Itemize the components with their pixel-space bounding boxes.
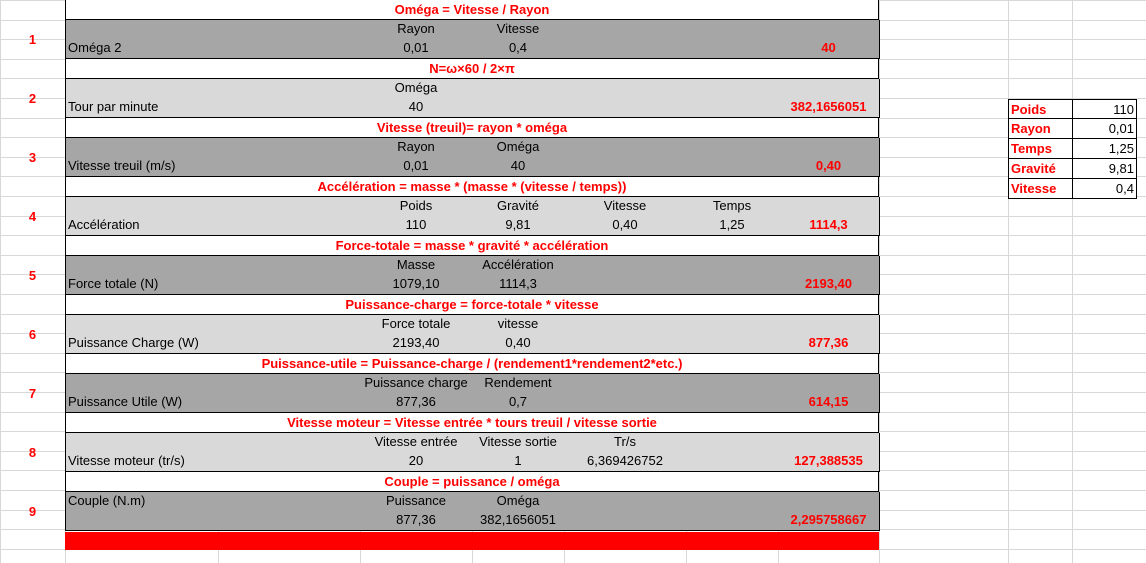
- row-label-cell[interactable]: Puissance Charge (W): [65, 334, 219, 354]
- result-cell[interactable]: 382,1656051: [778, 98, 880, 118]
- red-footer-bar: [65, 532, 879, 550]
- value-cell[interactable]: [564, 511, 687, 531]
- value-cell[interactable]: Vitesse sortie: [472, 433, 565, 453]
- row-label-cell[interactable]: [65, 511, 219, 531]
- value-cell[interactable]: [686, 492, 779, 512]
- row-label-cell[interactable]: [65, 20, 219, 40]
- value-cell[interactable]: Masse: [360, 256, 473, 276]
- value-cell[interactable]: 1114,3: [472, 275, 565, 295]
- value-cell[interactable]: 1079,10: [360, 275, 473, 295]
- value-cell[interactable]: 6,369426752: [564, 452, 687, 472]
- value-cell[interactable]: [218, 20, 361, 40]
- value-cell[interactable]: Poids: [360, 197, 473, 217]
- result-cell[interactable]: [778, 374, 880, 394]
- result-cell[interactable]: 127,388535: [778, 452, 880, 472]
- block-number: 8: [28, 445, 37, 460]
- result-cell[interactable]: 614,15: [778, 393, 880, 413]
- result-cell[interactable]: 1114,3: [778, 216, 880, 236]
- value-cell[interactable]: [564, 393, 687, 413]
- grid-vline: [1008, 0, 1009, 563]
- value-cell[interactable]: Oméga: [472, 138, 565, 158]
- value-cell[interactable]: [686, 98, 779, 118]
- value-cell[interactable]: 0,7: [472, 393, 565, 413]
- value-cell[interactable]: Accélération: [472, 256, 565, 276]
- formula-title: Couple = puissance / oméga: [65, 472, 879, 492]
- value-cell[interactable]: [686, 138, 779, 158]
- row-label-cell[interactable]: [65, 374, 219, 394]
- value-cell[interactable]: 0,01: [360, 39, 473, 59]
- value-cell[interactable]: [686, 374, 779, 394]
- value-cell[interactable]: 0,01: [360, 157, 473, 177]
- value-cell[interactable]: Puissance: [360, 492, 473, 512]
- row-label-cell[interactable]: Tour par minute: [65, 98, 219, 118]
- result-cell[interactable]: [778, 256, 880, 276]
- value-cell[interactable]: [218, 374, 361, 394]
- formula-title: Accélération = masse * (masse * (vitesse / temps)): [65, 177, 879, 197]
- block-number: 3: [28, 150, 37, 165]
- row-label-cell[interactable]: Force totale (N): [65, 275, 219, 295]
- value-cell[interactable]: [686, 433, 779, 453]
- row-label-cell[interactable]: [65, 256, 219, 276]
- result-cell[interactable]: 0,40: [778, 157, 880, 177]
- value-cell[interactable]: Vitesse: [564, 197, 687, 217]
- value-cell[interactable]: [218, 511, 361, 531]
- row-label-cell[interactable]: Couple (N.m): [65, 492, 219, 512]
- param-value[interactable]: 0,01: [1072, 119, 1137, 139]
- value-cell[interactable]: 40: [360, 98, 473, 118]
- result-cell[interactable]: [778, 197, 880, 217]
- value-cell[interactable]: 0,40: [564, 216, 687, 236]
- value-cell[interactable]: Vitesse: [472, 20, 565, 40]
- value-cell[interactable]: [686, 511, 779, 531]
- result-cell[interactable]: 40: [778, 39, 880, 59]
- row-label-cell[interactable]: Accélération: [65, 216, 219, 236]
- block-number: 7: [28, 386, 37, 401]
- value-cell[interactable]: 40: [472, 157, 565, 177]
- value-cell[interactable]: [218, 216, 361, 236]
- value-cell[interactable]: [686, 20, 779, 40]
- value-cell[interactable]: Gravité: [472, 197, 565, 217]
- value-cell[interactable]: Vitesse entrée: [360, 433, 473, 453]
- row-label-cell[interactable]: [65, 315, 219, 335]
- value-cell[interactable]: Oméga: [360, 79, 473, 99]
- block-number: 9: [28, 504, 37, 519]
- value-cell[interactable]: [564, 315, 687, 335]
- row-label-cell[interactable]: Oméga 2: [65, 39, 219, 59]
- value-cell[interactable]: [686, 39, 779, 59]
- row-label-cell[interactable]: Vitesse moteur (tr/s): [65, 452, 219, 472]
- row-label-cell[interactable]: Vitesse treuil (m/s): [65, 157, 219, 177]
- value-cell[interactable]: 877,36: [360, 511, 473, 531]
- value-cell[interactable]: [218, 197, 361, 217]
- value-cell[interactable]: [564, 98, 687, 118]
- block-number: 6: [28, 327, 37, 342]
- value-cell[interactable]: [564, 256, 687, 276]
- row-label-cell[interactable]: [65, 197, 219, 217]
- value-cell[interactable]: 20: [360, 452, 473, 472]
- formula-title: Puissance-utile = Puissance-charge / (rendement1*rendement2*etc.): [65, 354, 879, 374]
- row-label-cell[interactable]: [65, 79, 219, 99]
- value-cell[interactable]: [564, 492, 687, 512]
- value-cell[interactable]: 110: [360, 216, 473, 236]
- param-label[interactable]: Gravité: [1008, 159, 1073, 179]
- value-cell[interactable]: 9,81: [472, 216, 565, 236]
- param-label[interactable]: Poids: [1008, 99, 1073, 119]
- block-number: 4: [28, 209, 37, 224]
- param-value[interactable]: 1,25: [1072, 139, 1137, 159]
- value-cell[interactable]: [472, 79, 565, 99]
- value-cell[interactable]: Oméga: [472, 492, 565, 512]
- value-cell[interactable]: 0,4: [472, 39, 565, 59]
- value-cell[interactable]: [218, 492, 361, 512]
- value-cell[interactable]: [218, 256, 361, 276]
- value-cell[interactable]: [564, 138, 687, 158]
- value-cell[interactable]: [218, 452, 361, 472]
- value-cell[interactable]: [686, 157, 779, 177]
- value-cell[interactable]: [472, 98, 565, 118]
- value-cell[interactable]: [564, 79, 687, 99]
- value-cell[interactable]: [218, 138, 361, 158]
- value-cell[interactable]: 1: [472, 452, 565, 472]
- value-cell[interactable]: [218, 275, 361, 295]
- grid-vline: [1072, 0, 1073, 563]
- value-cell[interactable]: vitesse: [472, 315, 565, 335]
- formula-title: N=ω×60 / 2×π: [65, 59, 879, 79]
- result-cell[interactable]: [778, 79, 880, 99]
- result-cell[interactable]: [778, 492, 880, 512]
- block-number: 5: [28, 268, 37, 283]
- value-cell[interactable]: [686, 79, 779, 99]
- block-number: 1: [28, 32, 37, 47]
- param-label[interactable]: Rayon: [1008, 119, 1073, 139]
- value-cell[interactable]: [218, 433, 361, 453]
- value-cell[interactable]: [218, 393, 361, 413]
- param-value[interactable]: 9,81: [1072, 159, 1137, 179]
- param-value[interactable]: 0,4: [1072, 179, 1137, 199]
- value-cell[interactable]: [564, 20, 687, 40]
- result-cell[interactable]: 2,295758667: [778, 511, 880, 531]
- result-cell[interactable]: [778, 138, 880, 158]
- value-cell[interactable]: 2193,40: [360, 334, 473, 354]
- row-label-cell[interactable]: Puissance Utile (W): [65, 393, 219, 413]
- value-cell[interactable]: [564, 39, 687, 59]
- result-cell[interactable]: [778, 433, 880, 453]
- value-cell[interactable]: [564, 374, 687, 394]
- value-cell[interactable]: [218, 334, 361, 354]
- value-cell[interactable]: [564, 157, 687, 177]
- formula-title: Vitesse moteur = Vitesse entrée * tours treuil / vitesse sortie: [65, 413, 879, 433]
- value-cell[interactable]: [686, 256, 779, 276]
- value-cell[interactable]: [218, 39, 361, 59]
- formula-title: Puissance-charge = force-totale * vitesse: [65, 295, 879, 315]
- value-cell[interactable]: 382,1656051: [472, 511, 565, 531]
- value-cell[interactable]: 0,40: [472, 334, 565, 354]
- block-number: 2: [28, 91, 37, 106]
- value-cell[interactable]: Temps: [686, 197, 779, 217]
- value-cell[interactable]: Rendement: [472, 374, 565, 394]
- value-cell[interactable]: Tr/s: [564, 433, 687, 453]
- result-cell[interactable]: [778, 315, 880, 335]
- value-cell[interactable]: [686, 275, 779, 295]
- value-cell[interactable]: [686, 393, 779, 413]
- formula-title: Oméga = Vitesse / Rayon: [65, 0, 879, 20]
- value-cell[interactable]: [218, 157, 361, 177]
- value-cell[interactable]: 877,36: [360, 393, 473, 413]
- value-cell[interactable]: [218, 98, 361, 118]
- value-cell[interactable]: [686, 315, 779, 335]
- param-label[interactable]: Vitesse: [1008, 179, 1073, 199]
- value-cell[interactable]: [686, 334, 779, 354]
- result-cell[interactable]: 2193,40: [778, 275, 880, 295]
- value-cell[interactable]: [564, 275, 687, 295]
- value-cell[interactable]: [218, 79, 361, 99]
- value-cell[interactable]: [686, 452, 779, 472]
- formula-title: Force-totale = masse * gravité * accélération: [65, 236, 879, 256]
- param-value[interactable]: 110: [1072, 99, 1137, 119]
- result-cell[interactable]: 877,36: [778, 334, 880, 354]
- value-cell[interactable]: Force totale: [360, 315, 473, 335]
- value-cell[interactable]: [218, 315, 361, 335]
- row-label-cell[interactable]: [65, 433, 219, 453]
- formula-title: Vitesse (treuil)= rayon * oméga: [65, 118, 879, 138]
- value-cell[interactable]: [564, 334, 687, 354]
- value-cell[interactable]: Puissance charge: [360, 374, 473, 394]
- value-cell[interactable]: Rayon: [360, 138, 473, 158]
- param-label[interactable]: Temps: [1008, 139, 1073, 159]
- value-cell[interactable]: 1,25: [686, 216, 779, 236]
- value-cell[interactable]: Rayon: [360, 20, 473, 40]
- result-cell[interactable]: [778, 20, 880, 40]
- row-label-cell[interactable]: [65, 138, 219, 158]
